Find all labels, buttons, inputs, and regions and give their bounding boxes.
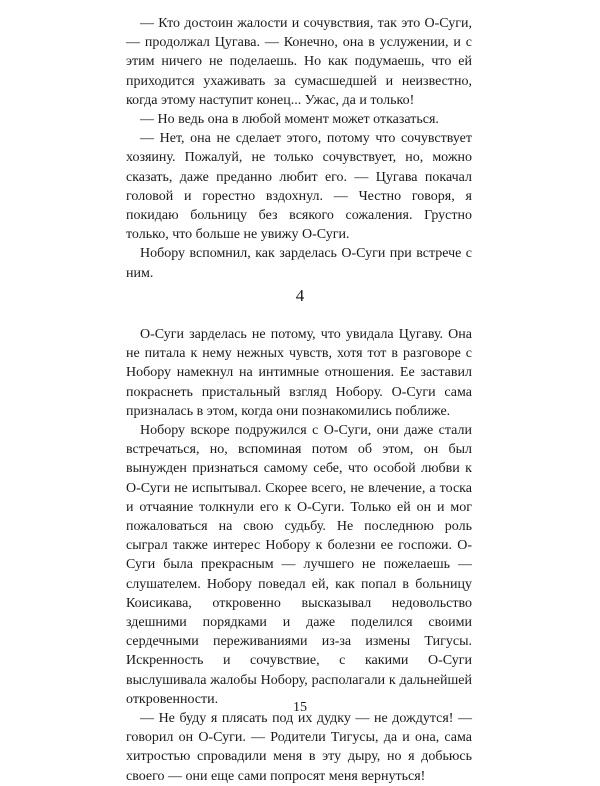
paragraph: — Кто достоин жалости и сочувствия, так это О-Суги, — продолжал Цугава. — Конечно, она в услужении, и с этим ничего не поделаешь. Но как подумаешь, что ей приходится ухаживать за сумасшедшей и неизвестно, когда этому наступит конец... Ужас, да и только! (126, 16, 472, 108)
paragraph: — Не буду я плясать под их дудку — не дождутся! — говорил он О-Суги. — Родители Тигусы, да и она, сама хитростью спровадили меня в эту дыру, но я добьюсь своего — они еще сами попросят меня вернуться! (126, 711, 472, 784)
page-number: 15 (293, 700, 307, 715)
text-block-top (126, 14, 472, 283)
text-block-chapter (126, 325, 472, 786)
paragraph: — Но ведь она в любой момент может отказаться. (140, 112, 439, 128)
chapter-number: 4 (295, 286, 305, 305)
paragraph: Нобору вспомнил, как зарделась О-Суги при встрече с ним. (126, 246, 472, 281)
paragraph: О-Суги зарделась не потому, что увидала Цугаву. Она не питала к нему нежных чувств, хотя тот в разговоре с Нобору намекнул на интимные отношения. Ее заставил покраснеть пристальный взгляд Нобору. О-Суги сама призналась в этом, когда они познакомились поближе. (126, 327, 472, 419)
paragraph: Нобору вскоре подружился с О-Суги, они даже стали встречаться, но, вспоминая потом об этом, он был вынужден признаться самому себе, что особой любви к О-Суги не испытывал. Скорее всего, не влечение, а тоска и отчаяние толкнули его к О-Суги. Только ей он и мог пожаловаться на свою судьбу. Не последнюю роль сыграл также интерес Нобору к болезни ее госпожи. О-Суги была прекрасным — лучшего не пожелаешь — слушателем. Нобору поведал ей, как попал в больницу Коисикава, откровенно высказывал недовольство здешними порядками и даже поделился своими сердечными переживаниями из-за измены Тигусы. Искренность и сочувствие, с какими О-Суги выслушивала жалобы Нобору, располагали к дальнейшей откровенности. (126, 423, 472, 707)
paragraph: — Нет, она не сделает этого, потому что сочувствует хозяину. Пожалуй, не только сочувствует, но, можно сказать, даже преданно любит его. — Цугава покачал головой и горестно вздохнул. — Честно говоря, я покидаю больницу без всякого сожаления. Грустно только, что больше не увижу О-Суги. (126, 131, 472, 243)
